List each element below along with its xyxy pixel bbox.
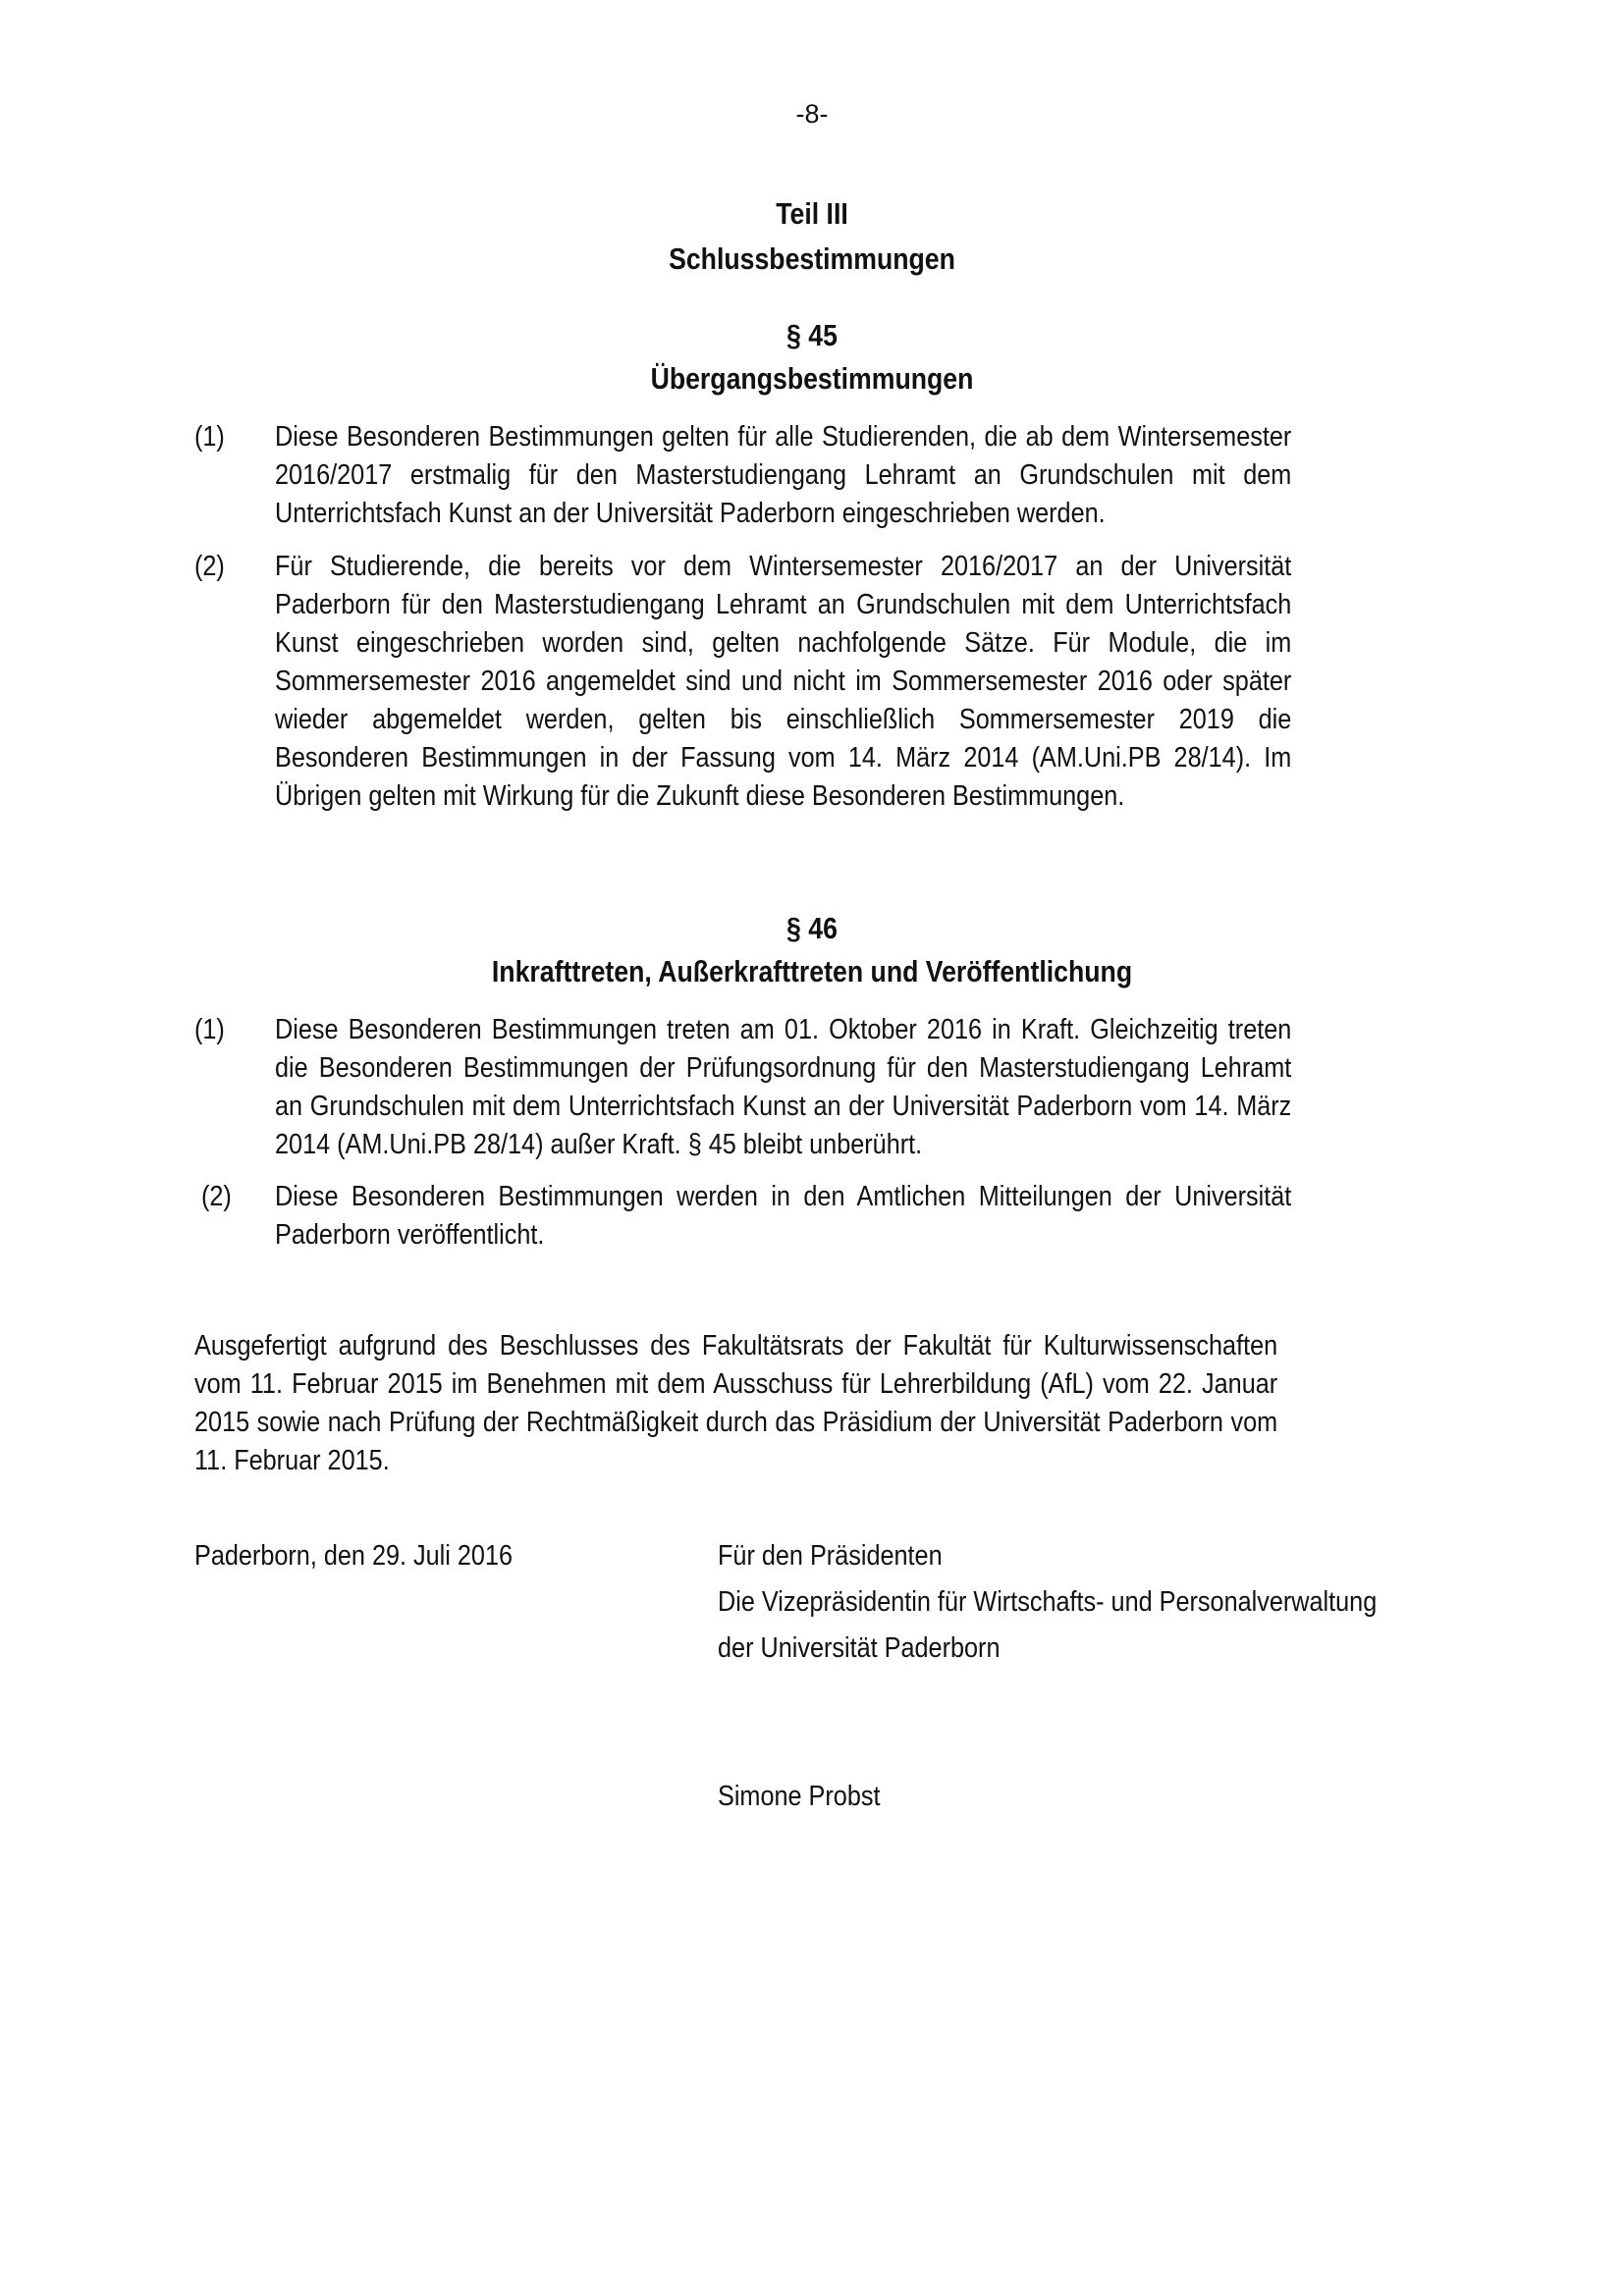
closing-statement: Ausgefertigt aufgrund des Beschlusses des Fakultätsrats der Fakultät für Kulturwissenschaften vom 11. Februar 2015 im Benehmen mit dem Ausschuss für Lehrerbildung (AfL) vom 22. Januar 2015 sowie nach Prüfung der Rechtmäßigkeit durch das Präsidium der Universität Paderborn vom 11. Februar 2015. (194, 1330, 1278, 1476)
signatory-name: Simone Probst (718, 1781, 881, 1812)
paragraph-text: Für Studierende, die bereits vor dem Wintersemester 2016/2017 an der Universität Paderborn für den Masterstudiengang Lehramt an Grundschulen mit dem Unterrichtsfach Kunst eingeschrieben worden sind, gelten nachfolgende Sätze. Für Module, die im Sommersemester 2016 angemeldet sind und nicht im Sommersemester 2016 oder später wieder abgemeldet werden, gelten bis einschließlich Sommersemester 2019 die Besonderen Bestimmungen in der Fassung vom 14. März 2014 (AM.Uni.PB 28/14). Im Übrigen gelten mit Wirkung für die Zukunft diese Besonderen Bestimmungen. (275, 551, 1292, 812)
paragraph-number: (1) (194, 421, 225, 453)
signature-line-1: Für den Präsidenten (718, 1540, 943, 1572)
part-subtitle: Schlussbestimmungen (669, 241, 955, 276)
paragraph-number: (2) (194, 551, 225, 582)
section-45-title: Übergangsbestimmungen (650, 361, 974, 396)
section-46-title: Inkrafttreten, Außerkrafttreten und Veröffentlichung (491, 954, 1133, 988)
paragraph-number: (1) (194, 1014, 225, 1045)
paragraph-text: Diese Besonderen Bestimmungen treten am 01. Oktober 2016 in Kraft. Gleichzeitig treten die Besonderen Bestimmungen der Prüfungsordnung für den Masterstudiengang Lehramt an Grundschulen mit dem Unterrichtsfach Kunst an der Universität Paderborn vom 14. März 2014 (AM.Uni.PB 28/14) außer Kraft. § 45 bleibt unberührt. (275, 1014, 1292, 1160)
section-46-number: § 46 (786, 911, 838, 945)
signature-line-3: der Universität Paderborn (718, 1632, 1001, 1664)
section-45-number: § 45 (786, 318, 838, 352)
part-title: Teil III (776, 196, 848, 231)
place-date: Paderborn, den 29. Juli 2016 (194, 1540, 514, 1572)
paragraph-text: Diese Besonderen Bestimmungen gelten für alle Studierenden, die ab dem Wintersemester 2016/2017 erstmalig für den Masterstudiengang Lehramt an Grundschulen mit dem Unterrichtsfach Kunst an der Universität Paderborn eingeschrieben werden. (275, 421, 1292, 529)
page-number: -8- (795, 99, 829, 129)
paragraph-number: (2) (201, 1181, 232, 1212)
signature-line-2: Die Vizepräsidentin für Wirtschafts- und Personalverwaltung (718, 1586, 1378, 1618)
paragraph-text: Diese Besonderen Bestimmungen werden in den Amtlichen Mitteilungen der Universität Paderborn veröffentlicht. (275, 1181, 1292, 1251)
